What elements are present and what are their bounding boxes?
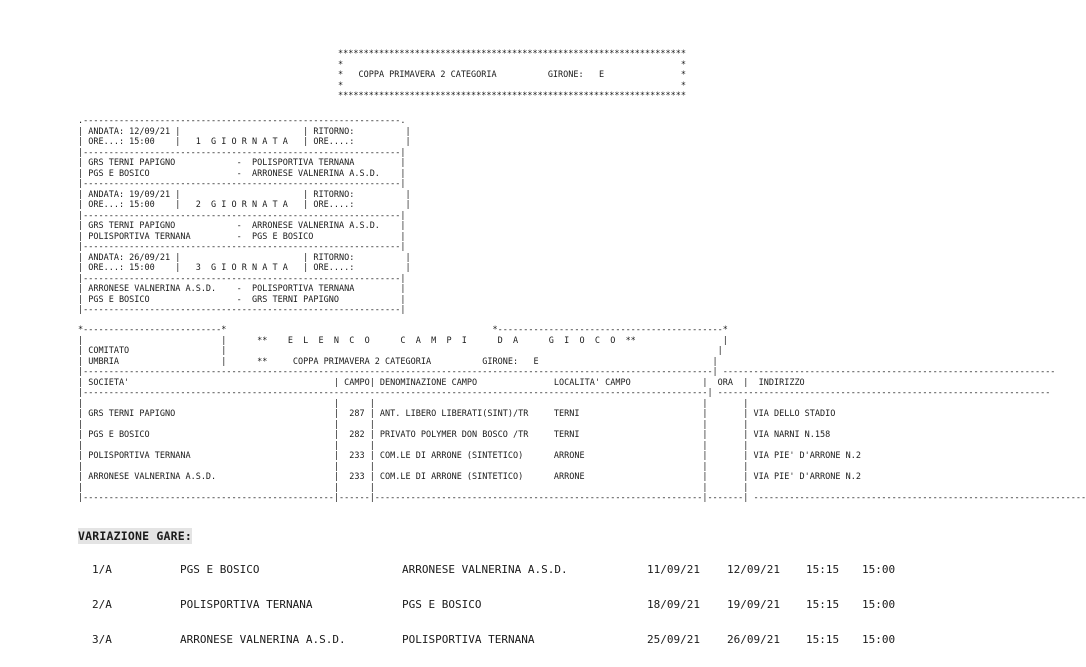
fields-line: *---------------------------* *--------------------------------------------* bbox=[78, 325, 728, 335]
fields-line: |-------------------------------------------------|------|----------------------------------------------------------------|-------| ----------------------------------------------------------------- bbox=[78, 493, 1086, 503]
match-number: 1/A bbox=[92, 563, 112, 576]
schedule-line: | ORE...: 15:00 | 3 G I O R N A T A | ORE....: | bbox=[78, 263, 411, 273]
schedule-line: | ARRONESE VALNERINA A.S.D. - POLISPORTIVA TERNANA | bbox=[78, 284, 406, 294]
fields-line: | GRS TERNI PAPIGNO | 287 | ANT. LIBERO LIBERATI(SINT)/TR TERNI | | VIA DELLO STADIO bbox=[78, 409, 836, 419]
competition-header-box bbox=[338, 49, 686, 102]
schedule-line: | ANDATA: 26/09/21 | | RITORNO: | bbox=[78, 252, 411, 263]
schedule-line: | PGS E BOSICO - GRS TERNI PAPIGNO | bbox=[78, 294, 406, 305]
fields-line: | POLISPORTIVA TERNANA | 233 | COM.LE DI ARRONE (SINTETICO) ARRONE | | VIA PIE' D'ARRONE N.2 bbox=[78, 451, 861, 461]
new-time: 15:00 bbox=[862, 563, 896, 576]
home-team: ARRONESE VALNERINA A.S.D. bbox=[180, 633, 346, 646]
schedule-line: | POLISPORTIVA TERNANA - PGS E BOSICO | bbox=[78, 231, 406, 242]
new-time: 15:00 bbox=[862, 598, 896, 611]
old-time: 15:15 bbox=[806, 598, 840, 611]
fields-line: | COMITATO | | bbox=[78, 346, 723, 356]
schedule-line: |--------------------------------------------------------------| bbox=[78, 210, 406, 221]
schedule-line: | GRS TERNI PAPIGNO - POLISPORTIVA TERNANA | bbox=[78, 158, 406, 168]
new-date: 12/09/21 bbox=[727, 563, 780, 576]
fields-table bbox=[78, 325, 1086, 504]
schedule-line: |--------------------------------------------------------------| bbox=[78, 273, 406, 284]
variazione-row bbox=[0, 633, 941, 649]
header-title-line: * COPPA PRIMAVERA 2 CATEGORIA GIRONE: E * bbox=[338, 70, 686, 80]
header-line: ******************************************************************** bbox=[338, 91, 686, 101]
new-time: 15:00 bbox=[862, 633, 896, 646]
old-date: 25/09/21 bbox=[647, 633, 700, 646]
schedule-line: | ORE...: 15:00 | 1 G I O R N A T A | ORE....: | bbox=[78, 137, 411, 147]
schedule-line: .--------------------------------------------------------------. bbox=[78, 116, 406, 126]
fields-header-line: | SOCIETA' | CAMPO| DENOMINAZIONE CAMPO LOCALITA' CAMPO | ORA | INDIRIZZO bbox=[78, 377, 805, 388]
old-date: 18/09/21 bbox=[647, 598, 700, 611]
header-line: ******************************************************************** bbox=[338, 49, 686, 59]
schedule-line: | PGS E BOSICO - ARRONESE VALNERINA A.S.D. | bbox=[78, 168, 406, 179]
old-time: 15:15 bbox=[806, 563, 840, 576]
schedule-line: |--------------------------------------------------------------| bbox=[78, 242, 406, 252]
old-time: 15:15 bbox=[806, 633, 840, 646]
away-team: PGS E BOSICO bbox=[402, 598, 482, 611]
header-line: * * bbox=[338, 59, 686, 70]
schedule-line: | ORE...: 15:00 | 2 G I O R N A T A | ORE....: | bbox=[78, 200, 411, 210]
away-team: ARRONESE VALNERINA A.S.D. bbox=[402, 563, 568, 576]
variazione-heading: VARIAZIONE GARE: bbox=[78, 529, 192, 543]
variazione-row bbox=[0, 563, 941, 579]
match-number: 3/A bbox=[92, 633, 112, 646]
schedule-line: |--------------------------------------------------------------| bbox=[78, 179, 406, 189]
fields-line: | ARRONESE VALNERINA A.S.D. | 233 | COM.LE DI ARRONE (SINTETICO) ARRONE | | VIA PIE' D'ARRONE N.2 bbox=[78, 472, 861, 482]
home-team: POLISPORTIVA TERNANA bbox=[180, 598, 313, 611]
fields-line: | | | | | bbox=[78, 419, 749, 430]
schedule-line: |--------------------------------------------------------------| bbox=[78, 305, 406, 315]
match-number: 2/A bbox=[92, 598, 112, 611]
fields-line: |--------------------------------------------------------------------------------------------------------------------------| ----------------------------------------------------------------- bbox=[78, 388, 1051, 398]
fields-line: | PGS E BOSICO | 282 | PRIVATO POLYMER DON BOSCO /TR TERNI | | VIA NARNI N.158 bbox=[78, 430, 831, 440]
header-line: * * bbox=[338, 80, 686, 91]
fields-line: | UMBRIA | ** COPPA PRIMAVERA 2 CATEGORIA GIRONE: E | bbox=[78, 356, 718, 367]
variazione-row bbox=[0, 598, 941, 614]
schedule-table bbox=[78, 116, 411, 316]
schedule-line: | GRS TERNI PAPIGNO - ARRONESE VALNERINA A.S.D. | bbox=[78, 221, 406, 231]
fields-line: | | | | | bbox=[78, 398, 749, 409]
away-team: POLISPORTIVA TERNANA bbox=[402, 633, 535, 646]
new-date: 19/09/21 bbox=[727, 598, 780, 611]
home-team: PGS E BOSICO bbox=[180, 563, 260, 576]
schedule-line: | ANDATA: 19/09/21 | | RITORNO: | bbox=[78, 189, 411, 200]
fields-line: |---------------------------------------------------------------------------------------------------------------------------| ----------------------------------------------------------------- bbox=[78, 367, 1056, 377]
new-date: 26/09/21 bbox=[727, 633, 780, 646]
schedule-line: | ANDATA: 12/09/21 | | RITORNO: | bbox=[78, 126, 411, 137]
schedule-line: |--------------------------------------------------------------| bbox=[78, 147, 406, 158]
fields-line: | | ** E L E N C O C A M P I D A G I O C O ** | bbox=[78, 335, 728, 346]
fields-line: | | | | | bbox=[78, 461, 749, 472]
fields-line: | | | | | bbox=[78, 440, 749, 451]
old-date: 11/09/21 bbox=[647, 563, 700, 576]
fields-line: | | | | | bbox=[78, 482, 749, 493]
